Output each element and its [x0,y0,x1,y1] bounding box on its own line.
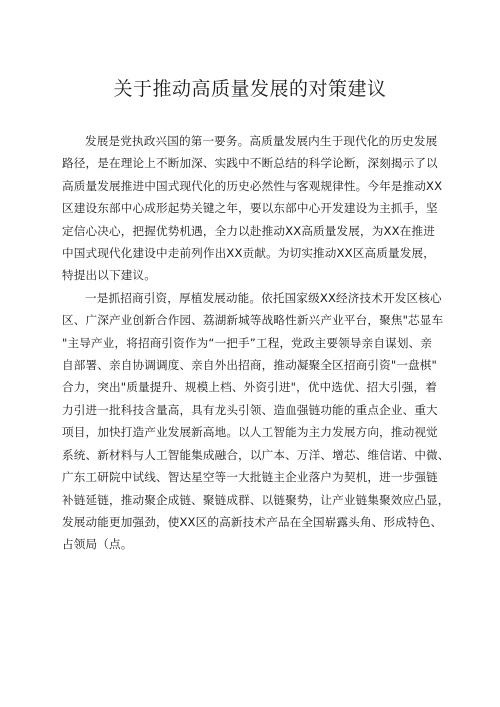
text-line: 高质量发展推进中国式现代化的历史必然性与客观规律性。今年是推动XX [62,178,443,193]
text-line: 系统、新材料与人工智能集成融合，以广本、万洋、增芯、维信诺、中微、 [62,447,450,462]
text-line: 力引进一批科技含量高，具有龙头引领、造血强链功能的重点企业、重大 [62,402,438,417]
paragraph-investment [62,287,450,556]
text-line: 区、广深产业创新合作园、荔湖新城等战略性新兴产业平台，聚焦"芯显车 [62,313,444,328]
text-line: 合力，突出"质量提升、规模上档、外资引进"，优中选优、招大引强，着 [62,380,438,395]
text-line: 一是抓招商引资，厚植发展动能。依托国家级XX经济技术开发区核心 [85,290,442,305]
text-line: "主导产业，将招商引资作为“一把手”工程，党政主要领导亲自谋划、亲 [62,335,433,350]
text-line: 占领局（点。 [62,537,133,552]
text-line: 区建设东部中心成形起势关键之年，要以东部中心开发建设为主抓手，坚 [62,201,438,216]
text-line: 发展是党执政兴国的第一要务。高质量发展内生于现代化的历史发展 [85,134,438,148]
text-line: 路径，是在理论上不断加深、实践中不断总结的科学论断，深刻揭示了以 [62,156,438,171]
text-line: 定信心决心，把握优势机遇，全力以赴推动XX高质量发展，为XX在推进 [62,223,435,238]
text-line: 补链延链，推动聚企成链、聚链成群、以链聚势，让产业链集聚效应凸显， [62,492,450,507]
text-line: 项目，加快打造产业发展新高地。以人工智能为主力发展方向，推动视觉 [62,425,438,440]
text-line: 发展动能更加强劲，使XX区的高新技术产品在全国崭露头角、形成特色、 [62,514,443,529]
text-line: 特提出以下建议。 [62,268,156,283]
text-line: 广东工研院中试线、智达星空等一大批链主企业落户为契机，进一步强链 [62,470,438,485]
document-title: 关于推动高质量发展的对策建议 [113,78,387,100]
paragraph-intro [62,130,443,287]
document-body [62,130,450,556]
text-line: 自部署、亲自协调调度、亲自外出招商，推动凝聚全区招商引资"一盘棋" [62,358,438,373]
text-line: 中国式现代化建设中走前列作出XX贡献。为切实推动XX区高质量发展， [62,246,435,261]
